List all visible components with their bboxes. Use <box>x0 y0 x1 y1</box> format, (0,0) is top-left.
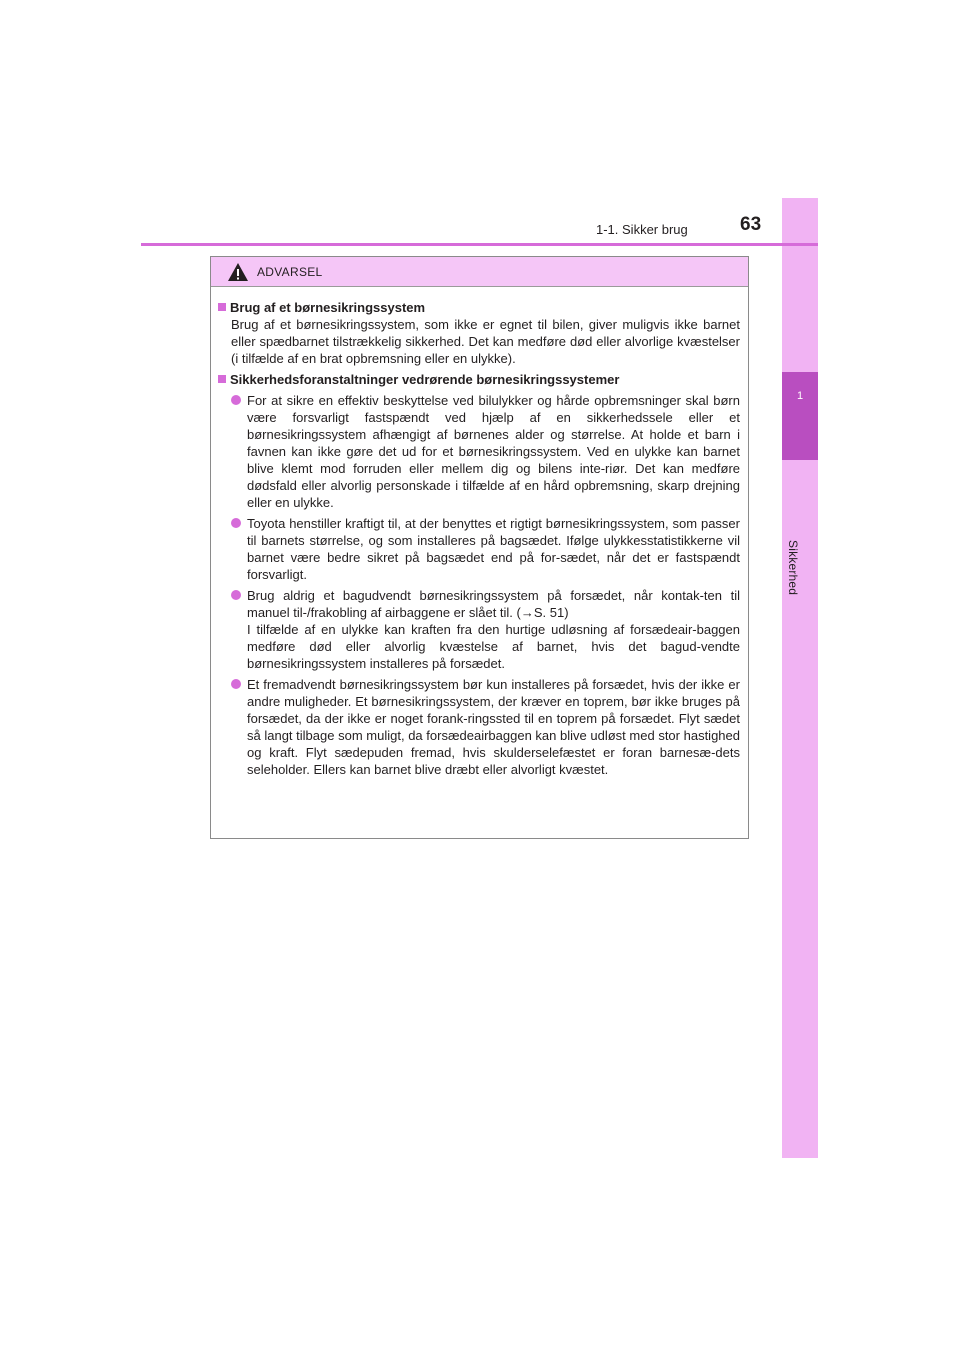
header-rule <box>141 243 818 246</box>
warning-label: ADVARSEL <box>257 264 323 279</box>
bullet-item <box>231 587 740 672</box>
page-number: 63 <box>740 214 762 235</box>
section-title: 1-1. Sikker brug <box>596 222 688 237</box>
side-tab-active-chapter <box>782 372 818 460</box>
warning-section-title: Sikkerhedsforanstaltninger vedrørende børnesikringssystemer <box>230 372 620 387</box>
warning-section-title: Brug af et børnesikringssystem <box>230 300 426 315</box>
warning-paragraph: Brug af et børnesikringssystem, som ikke er egnet til bilen, giver muligvis ikke barnet eller spædbarnet tilstrækkelig sikkerhed. Det kan medføre død eller alvorlige kvæstelser (i tilfælde af en brat opbremsning eller en ulykke). <box>231 317 740 366</box>
warning-body <box>211 287 748 778</box>
warning-triangle-icon <box>227 262 249 282</box>
side-tab <box>782 198 818 1158</box>
square-bullet-icon <box>218 375 226 383</box>
bullet-text: Brug aldrig et bagudvendt børnesikringssystem på forsædet, når kontak-ten til manuel til-/frakobling af airbaggene er slået til. (→S. 51) I tilfælde af en ulykke kan kraften fra den hurtige udløsning af forsædeair-baggen medføre død eller alvorlig kvæstelse af barnet, hvis det bagud-vendte børnesikringssystem installeres på forsædet. <box>247 588 740 671</box>
bullet-item <box>231 515 740 583</box>
round-bullet-icon <box>231 518 241 528</box>
round-bullet-icon <box>231 395 241 405</box>
warning-box <box>210 256 749 839</box>
bullet-item <box>231 676 740 778</box>
warning-section-heading <box>218 371 740 388</box>
chapter-number: 1 <box>796 390 804 402</box>
warning-section-heading <box>218 299 740 316</box>
warning-section-2 <box>218 371 740 778</box>
bullet-text: Toyota henstiller kraftigt til, at der benyttes et rigtigt børnesikringssystem, som passer til barnets størrelse, og som installeres på bagsædet. Ifølge ulykkesstatistikkerne vil barnet være bedre sikret på bagsædet end på for-sædet, når det er fastspændt forsvarligt. <box>247 516 740 582</box>
round-bullet-icon <box>231 679 241 689</box>
bullet-text: For at sikre en effektiv beskyttelse ved bilulykker og hårde opbremsninger skal børn være forsvarligt fastspændt ved hjælp af en sikkerhedssele eller et børnesikringssystem afhængigt af børnenes alder og størrelse. At holde et barn i favnen kan ikke gøre det ud for et børnesikringssystem. Ved en ulykke kan barnet blive klemt mod forruden eller mellem dig og bilens inte-riør. Det kan medføre dødsfald eller alvorlig personskade i tilfælde af en hård opbremsning, skarp drejning eller en ulykke. <box>247 393 740 510</box>
warning-header <box>211 257 748 287</box>
square-bullet-icon <box>218 303 226 311</box>
round-bullet-icon <box>231 590 241 600</box>
chapter-name: Sikkerhed <box>786 540 800 596</box>
bullet-text: Et fremadvendt børnesikringssystem bør kun installeres på forsædet, hvis der ikke er andre muligheder. Et børnesikringssystem, der kræver en toprem, bør ikke bruges på forsædet, da der ikke er noget forank-ringssted til en toprem på forsædet. Flyt sædet så langt tilbage som muligt, da forsædeairbaggen kan blive udløst med stor hastighed og kraft. Flyt sædepuden fremad, hvis skulderselefæstet er foran barnesæ-dets seleholder. Ellers kan barnet blive dræbt eller alvorligt kvæstet. <box>247 677 740 777</box>
warning-section-1 <box>218 299 740 367</box>
bullet-item <box>231 392 740 511</box>
